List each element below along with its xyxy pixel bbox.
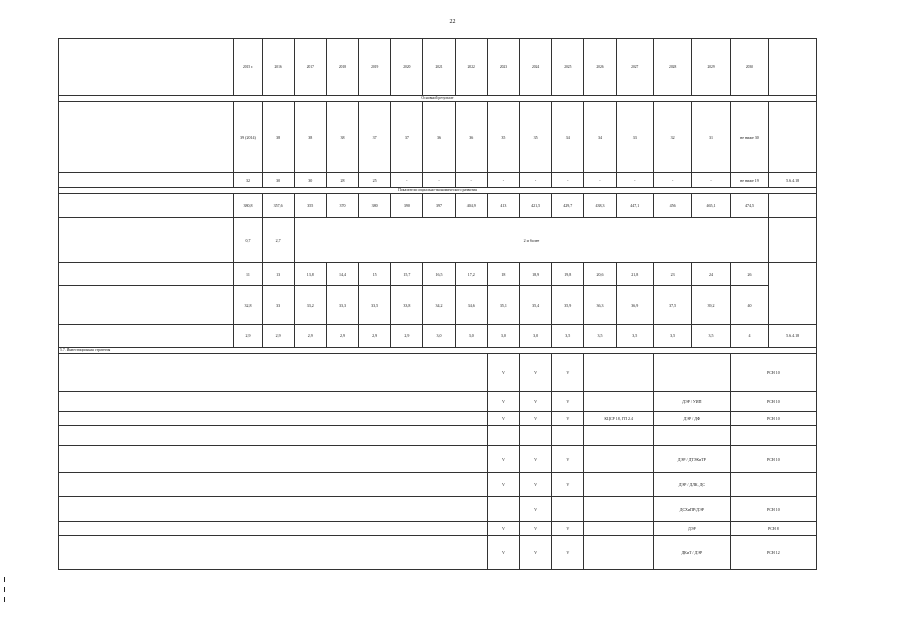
responsible-org: ДКиТ / ДЭР	[653, 536, 730, 570]
task-code: РСН 10	[730, 446, 816, 473]
data-cell: 38	[294, 102, 326, 173]
data-cell: 4	[730, 325, 768, 347]
action-label	[59, 472, 488, 496]
funding-document	[584, 392, 654, 411]
responsible-org: ДСХиПР/ДЭР	[653, 497, 730, 521]
year-mark: V	[520, 521, 552, 535]
section-heading: 5.7. Инвестиционная стратегия	[59, 347, 817, 353]
data-cell: 33,3	[326, 286, 358, 325]
header-year: 2027	[616, 39, 653, 96]
data-cell: 447,1	[616, 193, 653, 217]
data-cell: -	[391, 173, 423, 187]
data-cell: 2,9	[359, 325, 391, 347]
header-year: 2019	[359, 39, 391, 96]
action-label	[59, 536, 488, 570]
data-cell: 36,9	[616, 286, 653, 325]
year-mark	[487, 425, 519, 445]
task-cell	[769, 262, 817, 324]
data-cell: 19,8	[552, 262, 584, 285]
action-label	[59, 446, 488, 473]
year-mark: V	[520, 536, 552, 570]
data-cell: 38	[326, 102, 358, 173]
data-cell: 39 (2014)	[234, 102, 262, 173]
data-cell: 370	[326, 193, 358, 217]
task-code	[730, 472, 816, 496]
data-cell: 34	[584, 102, 616, 173]
task-cell	[769, 193, 817, 217]
data-cell: 2,7	[262, 218, 294, 263]
data-cell: 357,6	[262, 193, 294, 217]
task-code: РСН 10	[730, 497, 816, 521]
action-row	[59, 446, 817, 473]
header-year: 2021	[423, 39, 455, 96]
year-mark: V	[552, 353, 584, 392]
scan-edge-mark	[4, 597, 5, 602]
header-year: 2022	[455, 39, 487, 96]
data-cell: 34,6	[455, 286, 487, 325]
header-cell	[59, 39, 234, 96]
row-label	[59, 102, 234, 173]
data-cell: 30	[262, 173, 294, 187]
data-cell: 20,6	[584, 262, 616, 285]
year-mark: V	[520, 353, 552, 392]
data-cell: 404,9	[455, 193, 487, 217]
data-cell: -	[653, 173, 691, 187]
data-cell: 34,2	[423, 286, 455, 325]
data-cell: 2,9	[262, 325, 294, 347]
data-cell: 465,1	[692, 193, 730, 217]
data-cell: 35,4	[520, 286, 552, 325]
data-cell: 3,5	[692, 325, 730, 347]
header-year: 2023	[487, 39, 519, 96]
funding-document	[584, 425, 654, 445]
funding-document: КЦСР 18, ГП 2.4	[584, 411, 654, 425]
data-cell: 3,5	[552, 325, 584, 347]
data-cell: 21,8	[616, 262, 653, 285]
data-cell: 35	[487, 102, 519, 173]
data-cell: 28	[326, 173, 358, 187]
action-label	[59, 411, 488, 425]
header-year: 2028	[653, 39, 691, 96]
header-year: 2030	[730, 39, 768, 96]
data-cell: 33	[262, 286, 294, 325]
table-row	[59, 325, 817, 347]
data-cell: -	[692, 173, 730, 187]
year-mark: V	[552, 521, 584, 535]
task-code: РСН 12	[730, 536, 816, 570]
year-mark: V	[487, 392, 519, 411]
data-cell: 456	[653, 193, 691, 217]
data-cell: -	[552, 173, 584, 187]
data-cell: 37	[391, 102, 423, 173]
data-cell: 15	[359, 262, 391, 285]
data-cell: 3,0	[487, 325, 519, 347]
section-heading: Показатели социально-экономического развития	[59, 187, 817, 193]
data-cell: 39,2	[692, 286, 730, 325]
action-row	[59, 411, 817, 425]
data-cell: 3,5	[584, 325, 616, 347]
header-year: 2018	[326, 39, 358, 96]
year-mark: V	[487, 353, 519, 392]
data-cell: 17,2	[455, 262, 487, 285]
data-cell: 14,4	[326, 262, 358, 285]
data-cell: не ниже 19	[730, 173, 768, 187]
year-mark	[487, 497, 519, 521]
year-mark: V	[487, 411, 519, 425]
data-cell: 397	[423, 193, 455, 217]
data-cell: 33,2	[294, 286, 326, 325]
year-mark: V	[520, 392, 552, 411]
row-label	[59, 193, 234, 217]
data-cell: -	[487, 173, 519, 187]
task-cell	[769, 218, 817, 263]
data-cell: 15,7	[391, 262, 423, 285]
header-year: 2016	[262, 39, 294, 96]
action-label	[59, 392, 488, 411]
data-cell: 32	[234, 173, 262, 187]
task-code: РСН 10	[730, 392, 816, 411]
data-cell: 380,8	[234, 193, 262, 217]
data-cell: 36	[455, 102, 487, 173]
year-mark: V	[552, 411, 584, 425]
data-cell: 34	[552, 102, 584, 173]
year-mark: V	[487, 446, 519, 473]
year-mark: V	[487, 472, 519, 496]
data-cell: 38	[262, 102, 294, 173]
action-row	[59, 521, 817, 535]
year-mark: V	[487, 521, 519, 535]
data-cell: 33,8	[391, 286, 423, 325]
data-cell: 32	[653, 102, 691, 173]
task-cell: 5.6.4.18	[769, 173, 817, 187]
data-cell: 32,8	[234, 286, 262, 325]
data-cell: 2,9	[391, 325, 423, 347]
data-cell: 13,8	[294, 262, 326, 285]
year-mark: V	[552, 536, 584, 570]
data-cell: 11	[234, 262, 262, 285]
action-row	[59, 536, 817, 570]
responsible-org: ДЭР	[653, 521, 730, 535]
data-cell: 35	[520, 102, 552, 173]
row-label	[59, 218, 234, 263]
task-code	[730, 425, 816, 445]
data-cell: 474,5	[730, 193, 768, 217]
task-code: РСН 10	[730, 411, 816, 425]
data-cell: 3,0	[423, 325, 455, 347]
task-code: РСН 10	[730, 353, 816, 392]
header-year: 2015 г.	[234, 39, 262, 96]
year-mark	[520, 425, 552, 445]
table-row	[59, 262, 817, 285]
header-year: 2026	[584, 39, 616, 96]
action-label	[59, 353, 488, 392]
row-label	[59, 262, 234, 285]
data-cell: 3,0	[455, 325, 487, 347]
year-mark: V	[520, 411, 552, 425]
responsible-org	[653, 425, 730, 445]
header-year: 2024	[520, 39, 552, 96]
data-cell: 18,9	[520, 262, 552, 285]
data-cell: 23	[653, 262, 691, 285]
year-mark: V	[520, 472, 552, 496]
data-cell: 36	[423, 102, 455, 173]
data-cell: 13	[262, 262, 294, 285]
table-row	[59, 173, 817, 187]
year-mark	[552, 497, 584, 521]
action-label	[59, 521, 488, 535]
funding-document	[584, 497, 654, 521]
data-cell: 33,5	[359, 286, 391, 325]
data-cell: 18	[487, 262, 519, 285]
data-cell: 2,9	[326, 325, 358, 347]
data-cell: 40	[730, 286, 768, 325]
funding-document	[584, 472, 654, 496]
action-row	[59, 472, 817, 496]
year-mark: V	[520, 497, 552, 521]
data-cell: -	[520, 173, 552, 187]
task-code: РСН 8	[730, 521, 816, 535]
merged-value-cell: 2 и более	[294, 218, 768, 263]
header-year: 2029	[692, 39, 730, 96]
action-label	[59, 497, 488, 521]
data-cell: 31	[692, 102, 730, 173]
responsible-org: ДЭР / УИП	[653, 392, 730, 411]
action-label	[59, 425, 488, 445]
funding-document	[584, 353, 654, 392]
table-row	[59, 102, 817, 173]
data-cell: 35,1	[487, 286, 519, 325]
scan-edge-mark	[4, 587, 5, 592]
row-label	[59, 325, 234, 347]
data-cell: 355	[294, 193, 326, 217]
action-row	[59, 392, 817, 411]
data-cell: 3,5	[653, 325, 691, 347]
task-cell: 5.6.4.18	[769, 325, 817, 347]
data-cell: 413	[487, 193, 519, 217]
year-mark	[552, 425, 584, 445]
data-cell: -	[616, 173, 653, 187]
table-row	[59, 218, 817, 263]
scan-edge-mark	[4, 577, 5, 582]
row-label	[59, 173, 234, 187]
data-cell: не ниже 30	[730, 102, 768, 173]
strategy-table	[58, 38, 817, 570]
section-heading: Основной результат	[59, 96, 817, 102]
header-year: 2020	[391, 39, 423, 96]
year-mark: V	[487, 536, 519, 570]
data-cell: 3,0	[520, 325, 552, 347]
header-year: 2017	[294, 39, 326, 96]
table-header-row	[59, 39, 817, 96]
data-cell: 429,7	[552, 193, 584, 217]
action-row	[59, 497, 817, 521]
data-cell: -	[423, 173, 455, 187]
year-mark: V	[520, 446, 552, 473]
data-cell: 25	[359, 173, 391, 187]
year-mark: V	[552, 472, 584, 496]
data-cell: 2,9	[294, 325, 326, 347]
data-cell: 0,7	[234, 218, 262, 263]
page-number: 22	[449, 19, 456, 25]
action-row	[59, 425, 817, 445]
row-label	[59, 286, 234, 325]
data-cell: 24	[692, 262, 730, 285]
table-row	[59, 286, 817, 325]
year-mark: V	[552, 446, 584, 473]
data-cell: 36,3	[584, 286, 616, 325]
data-cell: 37,5	[653, 286, 691, 325]
data-cell: 35,9	[552, 286, 584, 325]
data-cell: 37	[359, 102, 391, 173]
year-mark: V	[552, 392, 584, 411]
data-cell: -	[455, 173, 487, 187]
data-cell: 438,3	[584, 193, 616, 217]
data-cell: 2,9	[234, 325, 262, 347]
funding-document	[584, 521, 654, 535]
task-cell	[769, 102, 817, 173]
data-cell: 380	[359, 193, 391, 217]
responsible-org: ДЭР / ДФ	[653, 411, 730, 425]
data-cell: 16,5	[423, 262, 455, 285]
data-cell: -	[584, 173, 616, 187]
data-cell: 30	[294, 173, 326, 187]
funding-document	[584, 536, 654, 570]
responsible-org	[653, 353, 730, 392]
header-cell	[769, 39, 817, 96]
table-row	[59, 193, 817, 217]
funding-document	[584, 446, 654, 473]
responsible-org: ДЭР / ДТЭКиТР	[653, 446, 730, 473]
data-cell: 3,5	[616, 325, 653, 347]
data-cell: 33	[616, 102, 653, 173]
data-cell: 421,5	[520, 193, 552, 217]
data-cell: 26	[730, 262, 768, 285]
responsible-org: ДЭР / ДЛК, ДС	[653, 472, 730, 496]
data-cell: 390	[391, 193, 423, 217]
action-row	[59, 353, 817, 392]
header-year: 2025	[552, 39, 584, 96]
